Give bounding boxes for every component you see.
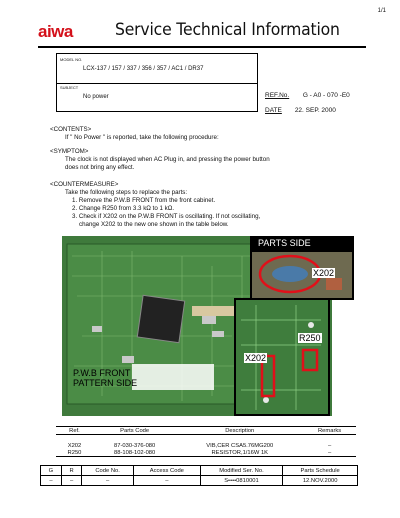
remarks-cell: – — [327, 442, 332, 449]
page-number: 1/1 — [377, 8, 386, 14]
date-value: 22. SEP. 2000 — [294, 107, 336, 114]
x202-bottom-label: X202 — [245, 353, 267, 363]
modified-ser-no-cell: S••••0810001 — [200, 476, 283, 486]
subject-value: No power — [83, 94, 109, 100]
access-code-cell: – — [134, 476, 201, 486]
ref-no-label: REF.No. — [265, 92, 290, 99]
x202-top-label: X202 — [313, 268, 335, 278]
countermeasure-intro: Take the following steps to replace the parts: — [65, 189, 188, 196]
header-g: G — [41, 466, 62, 476]
header-description: Description — [225, 427, 255, 434]
symptom-line-2: does not bring any effect. — [65, 164, 135, 171]
countermeasure-heading: <COUNTERMEASURE> — [50, 181, 119, 188]
contents-heading: <CONTENTS> — [50, 126, 92, 133]
description-cell: RESISTOR,1/16W 1K — [211, 449, 269, 456]
step-3: 3. Check if X202 on the P.W.B FRONT is oscillating. If not oscillating, — [72, 213, 261, 220]
pwb-front-label-line1: P.W.B FRONT — [73, 368, 131, 378]
table-row — [56, 442, 356, 449]
ref-no-value: G - A0 - 070 -E0 — [302, 92, 350, 99]
parts-code-cell: 87-030-376-080 — [114, 442, 156, 449]
subject-label: SUBJECT — [60, 85, 79, 90]
contents-text: If " No Power " is reported, take the following procedure: — [65, 134, 219, 141]
header-modified-ser-no: Modified Ser. No. — [200, 466, 283, 476]
g-cell: – — [41, 476, 62, 486]
title-rule — [38, 46, 366, 48]
ref-cell: R250 — [67, 449, 82, 456]
model-no-value: LCX-137 / 157 / 337 / 356 / 357 / AC1 / DR37 — [83, 66, 204, 72]
step-2: 2. Change R250 from 3.3 kΩ to 1 kΩ. — [72, 205, 175, 212]
r250-label: R250 — [299, 333, 321, 343]
ref-cell: X202 — [67, 442, 82, 449]
step-3-cont: change X202 to the new one shown in the table below. — [79, 221, 229, 228]
table-row — [56, 449, 356, 457]
header-parts-code: Parts Code — [120, 427, 150, 434]
header-remarks: Remarks — [317, 427, 342, 434]
parts-side-label: PARTS SIDE — [258, 238, 311, 248]
header-r: R — [61, 466, 81, 476]
step-1: 1. Remove the P.W.B FRONT from the front cabinet. — [72, 197, 216, 204]
date-label: DATE — [265, 107, 282, 114]
header-code-no: Code No. — [82, 466, 134, 476]
document-title: Service Technical Information — [115, 20, 340, 40]
pwb-front-label — [73, 368, 137, 388]
remarks-cell: – — [327, 449, 332, 456]
header-ref: Ref. — [69, 427, 80, 434]
pwb-front-label-line2: PATTERN SIDE — [73, 378, 138, 388]
access-table — [40, 465, 358, 486]
model-no-label: MODEL NO. — [60, 57, 83, 62]
table-row — [41, 476, 358, 486]
code-no-cell: – — [82, 476, 134, 486]
parts-code-cell: 88-108-102-080 — [114, 449, 156, 456]
parts-schedule-cell: 12.NOV.2000 — [283, 476, 358, 486]
ref-no — [265, 92, 350, 99]
header-access-code: Access Code — [134, 466, 201, 476]
aiwa-logo: aiwa — [38, 22, 73, 41]
parts-table-header — [56, 427, 356, 435]
header-parts-schedule: Parts Schedule — [283, 466, 358, 476]
symptom-line-1: The clock is not displayed when AC Plug in, and pressing the power button — [65, 156, 270, 163]
r-cell: – — [61, 476, 81, 486]
access-table-header — [41, 466, 358, 476]
parts-table — [56, 426, 356, 457]
description-cell: VIB,CER CSA5.76MG200 — [206, 442, 274, 449]
symptom-heading: <SYMPTOM> — [50, 148, 89, 155]
date — [265, 107, 336, 114]
subject-box — [56, 82, 258, 112]
model-no-box — [56, 53, 258, 84]
